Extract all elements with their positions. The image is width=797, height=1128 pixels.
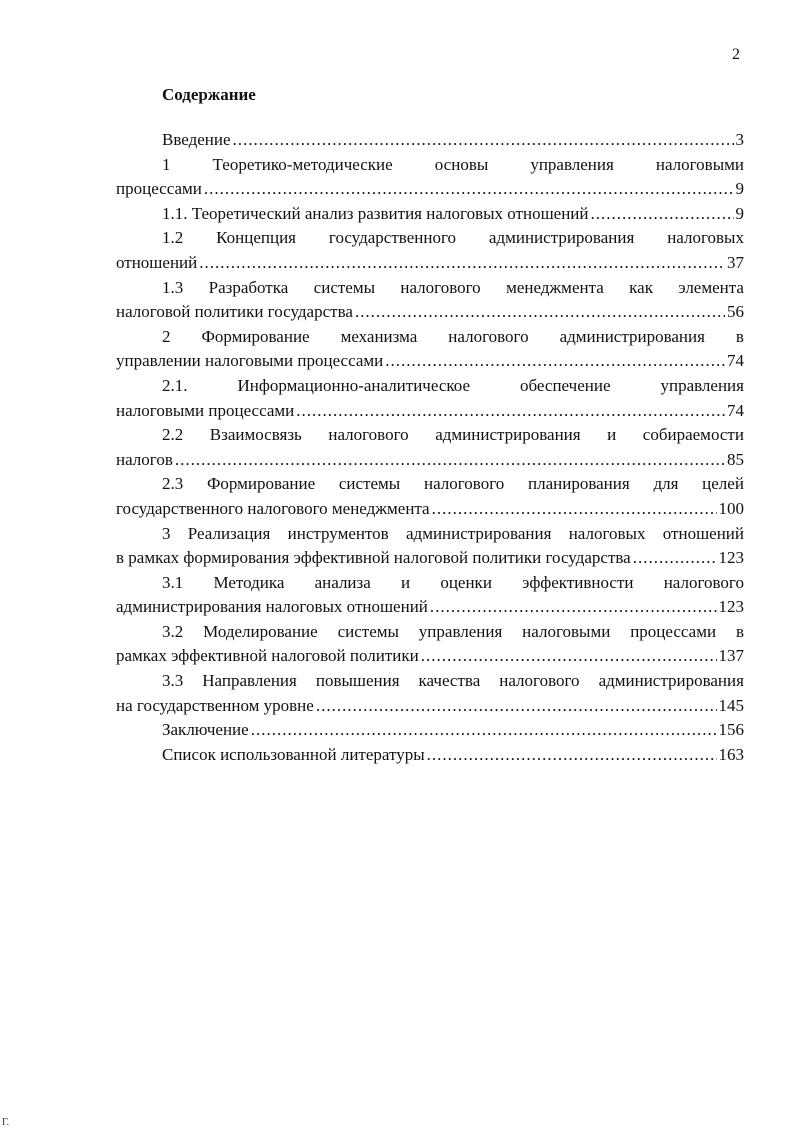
toc-entry-1-2: 1.2 Концепция государственного администрирования налоговых отношений ..... 37 xyxy=(116,226,744,275)
page-title: Содержание xyxy=(162,85,256,104)
toc-entry-conclusion: Заключение ..... 156 xyxy=(116,718,744,743)
toc-entry-references: Список использованной литературы ..... 163 xyxy=(116,743,744,768)
toc-entry-1-3: 1.3 Разработка системы налогового менеджмента как элемента налоговой политики государства ..... 56 xyxy=(116,276,744,325)
toc-entry-chapter-3: 3 Реализация инструментов администрирования налоговых отношений в рамках формирования эффективной налоговой политики государства ..... 123 xyxy=(116,522,744,571)
page-number: 2 xyxy=(732,46,740,63)
toc-entry-2-3: 2.3 Формирование системы налогового планирования для целей государственного налогового менеджмента ..... 100 xyxy=(116,472,744,521)
toc-entry-3-1: 3.1 Методика анализа и оценки эффективности налогового администрирования налоговых отношений ..... 123 xyxy=(116,571,744,620)
toc-entry-intro: Введение ..... 3 xyxy=(116,128,744,153)
toc-entry-3-3: 3.3 Направления повышения качества налогового администрирования на государственном уровне ..... 145 xyxy=(116,669,744,718)
toc-entry-2-1: 2.1. Информационно-аналитическое обеспечение управления налоговыми процессами ..... 74 xyxy=(116,374,744,423)
toc-entry-2-2: 2.2 Взаимосвязь налогового администрирования и собираемости налогов ..... 85 xyxy=(116,423,744,472)
toc-entry-chapter-2: 2 Формирование механизма налогового администрирования в управлении налоговыми процессами ..... 74 xyxy=(116,325,744,374)
toc-entry-1-1: 1.1. Теоретический анализ развития налоговых отношений ..... 9 xyxy=(116,202,744,227)
toc-entry-3-2: 3.2 Моделирование системы управления налоговыми процессами в рамках эффективной налоговой политики ..... 137 xyxy=(116,620,744,669)
table-of-contents xyxy=(116,128,744,767)
toc-entry-chapter-1: 1 Теоретико-методические основы управления налоговыми процессами ..... 9 xyxy=(116,153,744,202)
corner-mark: Г. xyxy=(2,1117,10,1128)
